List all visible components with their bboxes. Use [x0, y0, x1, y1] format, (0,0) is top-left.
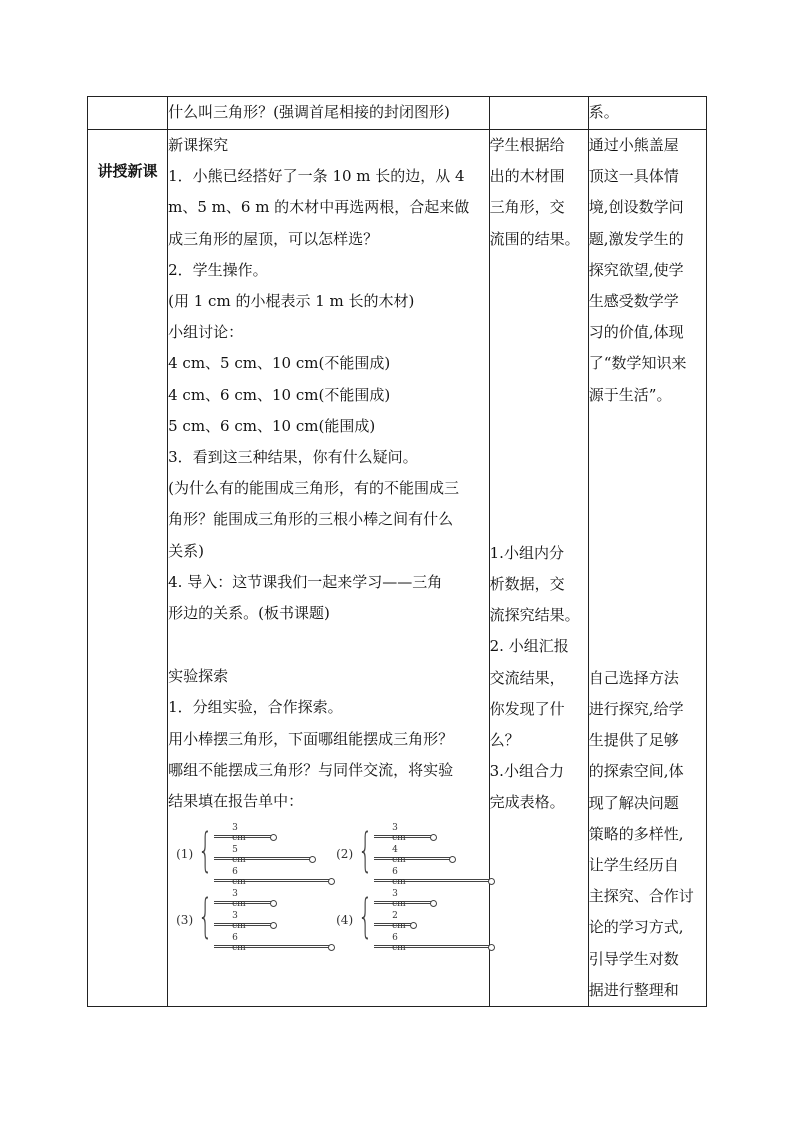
text-line: 现了解决问题 — [588, 793, 679, 812]
row1-student-cell — [489, 97, 588, 130]
text-line: 探究欲望,使学 — [588, 260, 684, 279]
text-line: 论的学习方式, — [588, 918, 684, 937]
text-line: 顶这一具体情 — [588, 167, 679, 186]
text-line: 5 cm、6 cm、10 cm(能围成) — [168, 416, 376, 435]
text-line: 让学生经历自 — [588, 856, 679, 875]
brace-icon: { — [198, 823, 213, 878]
text-line: 4 cm、6 cm、10 cm(不能围成) — [168, 385, 391, 404]
student-activity-cell — [489, 130, 588, 1007]
teacher-activity-part2 — [168, 661, 489, 817]
text-line: 自己选择方法 — [588, 668, 679, 687]
stick-label: 3 cm — [392, 889, 406, 910]
design-intent-part1 — [589, 130, 706, 411]
text-line: 出的木材围 — [489, 167, 565, 186]
table-row — [88, 97, 707, 130]
text-line: 小组讨论： — [168, 323, 244, 342]
text-line: 么？ — [489, 731, 520, 750]
section-label-cell — [88, 130, 168, 1007]
brace-icon: { — [358, 889, 373, 944]
student-activity-part1 — [490, 130, 588, 255]
text-line: (用 1 cm 的小棍表示 1 m 长的木材) — [168, 292, 415, 311]
text-line: 流探究结果。 — [489, 606, 580, 625]
text-line: 3．看到这三种结果，你有什么疑问。 — [168, 448, 418, 467]
group-label: (2) — [336, 847, 354, 862]
text-line: 进行探究,给学 — [588, 700, 684, 719]
text-line: 形边的关系。(板书课题) — [168, 604, 330, 623]
stick-label: 6 cm — [392, 933, 406, 954]
text-line: 2. 小组汇报 — [489, 637, 569, 656]
text-line: 通过小熊盖屋 — [588, 136, 679, 154]
text-line: 1．分组实验，合作探索。 — [168, 698, 343, 717]
text-line: 析数据，交 — [489, 575, 565, 594]
text-line: 生提供了足够 — [588, 731, 679, 750]
text-line: 学生根据给 — [489, 136, 565, 154]
text-line: 什么叫三角形？(强调首尾相接的封闭图形) — [168, 103, 450, 121]
design-intent-cell — [588, 130, 706, 1007]
stick-label: 3 cm — [232, 823, 246, 844]
spacer — [490, 255, 588, 538]
text-line: 习的价值,体现 — [588, 323, 684, 342]
stick-label: 6 cm — [232, 867, 246, 888]
sticks-diagram — [168, 821, 478, 961]
brace-icon: { — [358, 823, 373, 878]
text-line: 策略的多样性, — [588, 824, 684, 843]
stick — [374, 857, 452, 860]
text-line: 主探究、合作讨 — [588, 887, 694, 906]
text-line: 据进行整理和 — [588, 980, 679, 999]
stick-label: 3 cm — [232, 889, 246, 910]
section-label: 讲授新课 — [97, 162, 158, 180]
brace-icon: { — [198, 889, 213, 944]
text-line: 用小棒摆三角形，下面哪组能摆成三角形？ — [168, 729, 454, 748]
text-line: 角形？能围成三角形的三根小棒之间有什么 — [168, 510, 454, 529]
text-line: 哪组不能摆成三角形？与同伴交流，将实验 — [168, 760, 454, 779]
text-line: 结果填在报告单中： — [168, 792, 304, 811]
design-intent-part2 — [589, 663, 706, 1006]
text-line: 成三角形的屋顶，可以怎样选？ — [168, 229, 379, 248]
spacer — [589, 411, 706, 663]
text-line: 的探索空间,体 — [588, 762, 684, 781]
text-line: 生感受数学学 — [588, 292, 679, 311]
text-line: 境,创设数学问 — [588, 198, 684, 217]
text-line: 2．学生操作。 — [168, 260, 268, 279]
row1-label-cell — [88, 97, 168, 130]
text-line: 三角形，交 — [489, 198, 565, 217]
row1-activity-cell — [168, 97, 490, 130]
text-line: 完成表格。 — [489, 793, 565, 812]
group-label: (1) — [176, 847, 194, 862]
text-line: 交流结果， — [489, 668, 565, 687]
teacher-activity-cell — [168, 130, 490, 1007]
lesson-plan-table — [87, 96, 707, 1007]
stick-label: 4 cm — [392, 845, 406, 866]
text-line: 你发现了什 — [489, 699, 565, 718]
stick-label: 3 cm — [392, 823, 406, 844]
stick-label: 6 cm — [392, 867, 406, 888]
stick-label: 2 cm — [392, 911, 406, 932]
row1-intent-cell — [588, 97, 706, 130]
text-line: 题,激发学生的 — [588, 229, 684, 248]
text-line: (为什么有的能围成三角形，有的不能围成三 — [168, 479, 459, 498]
text-line: 4 cm、5 cm、10 cm(不能围成) — [168, 354, 391, 373]
text-line: 关系) — [168, 541, 204, 560]
group-label: (3) — [176, 913, 194, 928]
text-line: 实验探索 — [168, 667, 229, 686]
text-line: m、5 m、6 m 的木材中再选两根，合起来做 — [168, 198, 470, 217]
student-activity-part2 — [490, 538, 588, 819]
text-line: 1.小组内分 — [489, 543, 564, 562]
table-row — [88, 130, 707, 1007]
text-line: 源于生活”。 — [588, 385, 672, 404]
text-line: 流围的结果。 — [489, 229, 580, 248]
stick — [214, 857, 312, 860]
text-line: 4. 导入：这节课我们一起来学习——三角 — [168, 572, 443, 591]
text-line: 引导学生对数 — [588, 949, 679, 968]
text-line: 3.小组合力 — [489, 762, 564, 781]
teacher-activity-part1 — [168, 130, 489, 629]
text-line: 了“数学知识来 — [588, 354, 687, 373]
spacer — [168, 629, 489, 661]
stick-label: 6 cm — [232, 933, 246, 954]
stick-label: 5 cm — [232, 845, 246, 866]
text-line: 1．小熊已经搭好了一条 10 m 长的边，从 4 — [168, 167, 465, 186]
stick-label: 3 cm — [232, 911, 246, 932]
text-line: 系。 — [588, 103, 619, 121]
text-line: 新课探究 — [168, 136, 229, 154]
group-label: (4) — [336, 913, 354, 928]
